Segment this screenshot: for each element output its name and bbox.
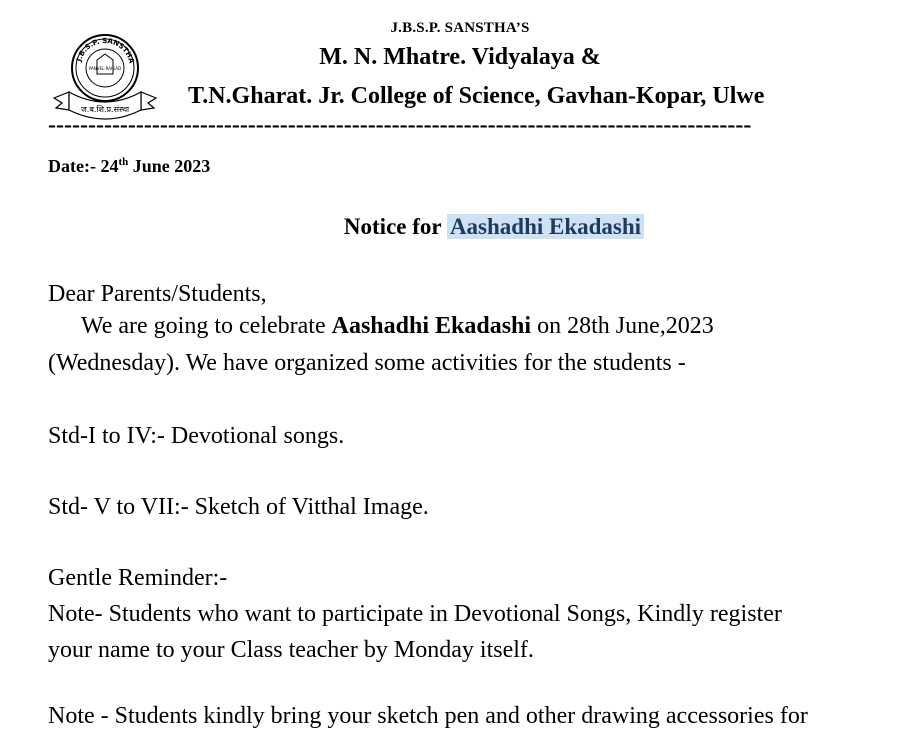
activities-line: (Wednesday). We have organized some activities for the students -: [48, 350, 686, 376]
logo-ring-text: J.B.S.P. SANSTHA: [74, 36, 136, 65]
sanstha-name: J.B.S.P. SANSTHA’S: [390, 20, 530, 36]
celebration-line: We are going to celebrate Aashadhi Ekadashi on 28th June,2023: [81, 313, 714, 339]
note-line-1: Note- Students who want to participate in Devotional Songs, Kindly register: [48, 601, 782, 627]
std-v-vii-activity: Std- V to VII:- Sketch of Vitthal Image.: [48, 494, 429, 520]
logo-inner-text: PANVEL-RAIGAD: [88, 66, 122, 71]
greeting: Dear Parents/Students,: [48, 281, 267, 307]
reminder-heading: Gentle Reminder:-: [48, 565, 228, 591]
notice-date: Date:- 24th June 2023: [48, 156, 211, 176]
note-line-3-partial: Note - Students kindly bring your sketch pen and other drawing accessories for: [48, 703, 808, 729]
notice-title: Notice for Aashadhi Ekadashi: [0, 214, 898, 240]
note-line-2: your name to your Class teacher by Monday itself.: [48, 637, 534, 663]
std-i-iv-activity: Std-I to IV:- Devotional songs.: [48, 423, 345, 449]
college-name: T.N.Gharat. Jr. College of Science, Gavhan-Kopar, Ulwe: [188, 83, 765, 109]
logo-ribbon-text: ज.ब.शि.प्र.संस्था: [80, 105, 130, 114]
school-name: M. N. Mhatre. Vidyalaya &: [319, 44, 601, 70]
separator-line: ----------------------------------------------------------------------------------------: [48, 112, 752, 138]
title-highlight: Aashadhi Ekadashi: [447, 214, 644, 239]
